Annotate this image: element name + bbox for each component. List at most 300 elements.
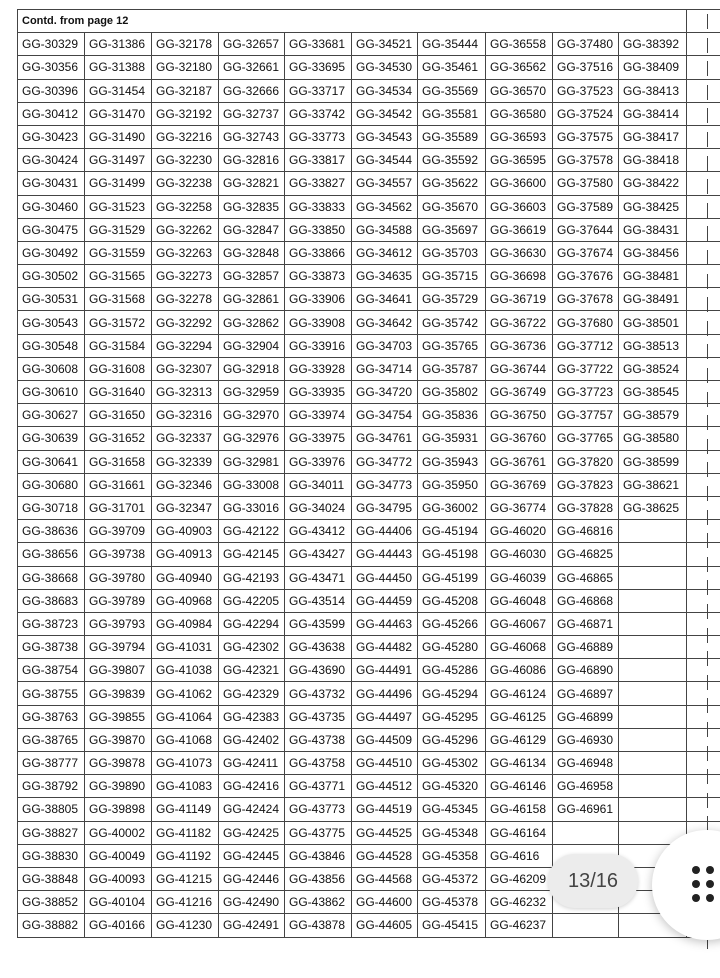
id-cell: GG-36600 [486,172,553,195]
id-cell: GG-43514 [285,589,352,612]
id-cell: GG-32661 [219,56,285,79]
id-cell: GG-38668 [18,566,85,589]
id-cell: GG-37589 [553,195,619,218]
id-cell: GG-34521 [352,33,418,56]
table-row [18,149,720,172]
id-cell: GG-33928 [285,357,352,380]
id-cell: GG-32292 [152,311,219,334]
id-cell: GG-36580 [486,102,553,125]
id-cell: GG-37580 [553,172,619,195]
id-cell: GG-46930 [553,728,619,751]
id-cell: GG-37516 [553,56,619,79]
id-cell: GG-44600 [352,891,418,914]
id-cell: GG-36761 [486,450,553,473]
table-row [18,752,720,775]
id-cell: GG-41215 [152,867,219,890]
id-cell: GG-44406 [352,520,418,543]
edge-tick [707,156,708,171]
id-cell: GG-32821 [219,172,285,195]
id-cell: GG-43732 [285,682,352,705]
id-cell: GG-45198 [418,543,486,566]
id-cell: GG-46134 [486,752,553,775]
id-cell: GG-38792 [18,775,85,798]
table-row [18,496,720,519]
table-row [18,311,720,334]
id-cell: GG-44443 [352,543,418,566]
id-cell [619,752,687,775]
id-cell: GG-31608 [85,357,152,380]
id-cell: GG-33850 [285,218,352,241]
id-cell: GG-31661 [85,473,152,496]
id-cell: GG-42383 [219,705,285,728]
id-cell: GG-37722 [553,357,619,380]
id-cell: GG-36769 [486,473,553,496]
id-cell: GG-35697 [418,218,486,241]
id-cell: GG-44605 [352,914,418,937]
id-cell: GG-38414 [619,102,687,125]
id-cell: GG-38763 [18,705,85,728]
id-cell: GG-43758 [285,752,352,775]
table-row [18,705,720,728]
id-cell: GG-30639 [18,427,85,450]
id-cell: GG-38422 [619,172,687,195]
id-cell: GG-38579 [619,404,687,427]
id-cell: GG-42424 [219,798,285,821]
id-cell: GG-42411 [219,752,285,775]
id-cell: GG-42321 [219,659,285,682]
id-cell: GG-30412 [18,102,85,125]
id-cell: GG-43638 [285,636,352,659]
table-row [18,33,720,56]
table-row [18,473,720,496]
id-cell: GG-43599 [285,612,352,635]
id-cell: GG-38456 [619,241,687,264]
id-cell: GG-32918 [219,357,285,380]
id-cell: GG-45372 [418,867,486,890]
id-cell: GG-46816 [553,520,619,543]
edge-tick [707,415,708,430]
edge-tick [707,392,708,407]
table-row [18,798,720,821]
id-cell: GG-45199 [418,566,486,589]
id-cell: GG-46961 [553,798,619,821]
id-cell: GG-31470 [85,102,152,125]
id-cell: GG-34795 [352,496,418,519]
id-cell: GG-42205 [219,589,285,612]
id-cell: GG-38882 [18,914,85,937]
table-row [18,659,720,682]
id-cell [619,636,687,659]
id-cell: GG-44510 [352,752,418,775]
id-cell: GG-35787 [418,357,486,380]
id-cell: GG-34557 [352,172,418,195]
id-cell: GG-38417 [619,125,687,148]
id-cell: GG-38431 [619,218,687,241]
id-cell: GG-36595 [486,149,553,172]
id-cell: GG-41216 [152,891,219,914]
id-cell: GG-30531 [18,288,85,311]
id-cell: GG-44450 [352,566,418,589]
id-cell: GG-37757 [553,404,619,427]
edge-tick [707,439,708,454]
id-cell: GG-42145 [219,543,285,566]
id-cell: GG-42425 [219,821,285,844]
id-cell: GG-40913 [152,543,219,566]
id-cell: GG-32263 [152,241,219,264]
id-cell: GG-45280 [418,636,486,659]
adjacent-page-edge [705,10,720,970]
id-cell: GG-32737 [219,102,285,125]
id-cell: GG-45345 [418,798,486,821]
id-cell: GG-40002 [85,821,152,844]
id-cell: GG-37523 [553,79,619,102]
id-cell: GG-36603 [486,195,553,218]
id-cell: GG-34772 [352,450,418,473]
id-cell: GG-44463 [352,612,418,635]
id-cell: GG-46871 [553,612,619,635]
id-cell: GG-38621 [619,473,687,496]
id-cell: GG-35742 [418,311,486,334]
id-cell: GG-42294 [219,612,285,635]
id-cell: GG-38625 [619,496,687,519]
id-cell: GG-43427 [285,543,352,566]
id-cell: GG-34612 [352,241,418,264]
id-cell: GG-30329 [18,33,85,56]
id-cell: GG-34543 [352,125,418,148]
id-cell: GG-32230 [152,149,219,172]
table-row [18,288,720,311]
id-cell: GG-32666 [219,79,285,102]
id-cell: GG-40984 [152,612,219,635]
id-cell: GG-32835 [219,195,285,218]
id-cell: GG-32294 [152,334,219,357]
id-cell: GG-33976 [285,450,352,473]
id-cell: GG-32847 [219,218,285,241]
id-cell: GG-46039 [486,566,553,589]
id-cell: GG-30641 [18,450,85,473]
id-cell [619,612,687,635]
id-cell: GG-32339 [152,450,219,473]
id-cell: GG-31652 [85,427,152,450]
id-cell: GG-35765 [418,334,486,357]
id-cell: GG-41230 [152,914,219,937]
id-cell: GG-33975 [285,427,352,450]
id-cell: GG-31640 [85,381,152,404]
id-cell: GG-44528 [352,844,418,867]
id-cell: GG-30396 [18,79,85,102]
id-cell: GG-43775 [285,821,352,844]
id-cell: GG-38852 [18,891,85,914]
id-cell: GG-31650 [85,404,152,427]
id-cell: GG-31388 [85,56,152,79]
id-cell: GG-30627 [18,404,85,427]
id-cell: GG-33908 [285,311,352,334]
id-cell: GG-43856 [285,867,352,890]
id-cell: GG-31572 [85,311,152,334]
id-cell: GG-35622 [418,172,486,195]
id-cell: GG-33935 [285,381,352,404]
table-row [18,218,720,241]
id-cell: GG-46232 [486,891,553,914]
id-cell: GG-34703 [352,334,418,357]
id-cell: GG-36774 [486,496,553,519]
id-cell: GG-44525 [352,821,418,844]
table-row [18,404,720,427]
id-cell: GG-33742 [285,102,352,125]
edge-tick [707,510,708,525]
id-cell: GG-45348 [418,821,486,844]
id-cell: GG-38481 [619,265,687,288]
id-cell: GG-38545 [619,381,687,404]
id-cell: GG-32313 [152,381,219,404]
id-cell: GG-44568 [352,867,418,890]
id-cell: GG-31523 [85,195,152,218]
id-cell: GG-38830 [18,844,85,867]
id-cell: GG-31497 [85,149,152,172]
edge-tick [707,250,708,265]
id-cell: GG-34754 [352,404,418,427]
id-cell: GG-41062 [152,682,219,705]
id-cell: GG-37575 [553,125,619,148]
id-cell: GG-35931 [418,427,486,450]
id-cell: GG-42491 [219,914,285,937]
id-cell: GG-39890 [85,775,152,798]
edge-tick [707,179,708,194]
id-cell: GG-39738 [85,543,152,566]
id-cell: GG-35581 [418,102,486,125]
id-cell: GG-46948 [553,752,619,775]
id-cell: GG-33827 [285,172,352,195]
edge-tick [707,722,708,737]
id-cell: GG-38418 [619,149,687,172]
edge-tick [707,321,708,336]
id-cell: GG-32238 [152,172,219,195]
id-cell: GG-37765 [553,427,619,450]
id-cell: GG-39789 [85,589,152,612]
id-cell: GG-37723 [553,381,619,404]
id-cell: GG-32981 [219,450,285,473]
id-cell: GG-34773 [352,473,418,496]
id-cell: GG-40903 [152,520,219,543]
id-cell: GG-37676 [553,265,619,288]
edge-tick [707,793,708,808]
id-cell: GG-37828 [553,496,619,519]
id-cell: GG-39794 [85,636,152,659]
id-cell: GG-32857 [219,265,285,288]
id-cell: GG-36002 [418,496,486,519]
table-row [18,102,720,125]
edge-tick [707,85,708,100]
id-cell: GG-35950 [418,473,486,496]
edge-tick [707,698,708,713]
id-cell: GG-46030 [486,543,553,566]
id-cell: GG-41149 [152,798,219,821]
id-cell: GG-41182 [152,821,219,844]
id-cell: GG-38656 [18,543,85,566]
id-cell: GG-46048 [486,589,553,612]
table-row [18,728,720,751]
id-cell: GG-46124 [486,682,553,705]
id-cell: GG-45194 [418,520,486,543]
id-cell: GG-33773 [285,125,352,148]
id-cell: GG-46237 [486,914,553,937]
table-row [18,241,720,264]
id-cell: GG-38827 [18,821,85,844]
table-row [18,520,720,543]
id-cell: GG-31499 [85,172,152,195]
id-cell: GG-38392 [619,33,687,56]
id-cell: GG-36698 [486,265,553,288]
id-cell: GG-30610 [18,381,85,404]
id-cell: GG-38738 [18,636,85,659]
id-cell [619,728,687,751]
id-cell: GG-4616 [486,844,553,867]
id-cell: GG-38491 [619,288,687,311]
id-cell: GG-32904 [219,334,285,357]
edge-tick [707,604,708,619]
id-cell: GG-31454 [85,79,152,102]
id-cell: GG-43471 [285,566,352,589]
table-row [18,334,720,357]
id-cell: GG-39807 [85,659,152,682]
id-cell: GG-32307 [152,357,219,380]
id-cell: GG-40968 [152,589,219,612]
id-cell: GG-40049 [85,844,152,867]
id-cell: GG-34714 [352,357,418,380]
id-cell: GG-32262 [152,218,219,241]
table-row [18,636,720,659]
id-cell: GG-30718 [18,496,85,519]
id-cell: GG-46086 [486,659,553,682]
table-row [18,566,720,589]
id-cell: GG-43412 [285,520,352,543]
id-cell: GG-42445 [219,844,285,867]
id-cell: GG-30460 [18,195,85,218]
id-cell: GG-31584 [85,334,152,357]
edge-tick [707,203,708,218]
id-cell: GG-32848 [219,241,285,264]
edge-tick [707,769,708,784]
id-cell: GG-30475 [18,218,85,241]
id-cell: GG-37480 [553,33,619,56]
id-cell: GG-43862 [285,891,352,914]
id-cell: GG-38580 [619,427,687,450]
id-cell: GG-39793 [85,612,152,635]
id-cell: GG-41192 [152,844,219,867]
table-row [18,914,720,937]
id-cell: GG-32192 [152,102,219,125]
id-cell [619,520,687,543]
edge-tick [707,746,708,761]
table-row [18,195,720,218]
id-cell: GG-36719 [486,288,553,311]
id-cell: GG-37674 [553,241,619,264]
table-row [18,612,720,635]
id-cell: GG-42193 [219,566,285,589]
id-cell: GG-38636 [18,520,85,543]
id-cell: GG-38755 [18,682,85,705]
id-cell [619,589,687,612]
id-cell: GG-44482 [352,636,418,659]
id-cell: GG-32816 [219,149,285,172]
id-cell: GG-35715 [418,265,486,288]
table-row [18,172,720,195]
id-cell: GG-45208 [418,589,486,612]
id-cell: GG-32216 [152,125,219,148]
id-cell: GG-33873 [285,265,352,288]
id-cell: GG-30431 [18,172,85,195]
id-cell [619,798,687,821]
id-cell: GG-32861 [219,288,285,311]
id-cell: GG-33681 [285,33,352,56]
id-cell: GG-38723 [18,612,85,635]
id-cell: GG-32743 [219,125,285,148]
id-cell: GG-35670 [418,195,486,218]
id-cell: GG-31490 [85,125,152,148]
table-row [18,265,720,288]
id-cell: GG-32970 [219,404,285,427]
id-cell: GG-36736 [486,334,553,357]
table-row [18,682,720,705]
id-cell: GG-45294 [418,682,486,705]
id-cell: GG-32316 [152,404,219,427]
id-cell: GG-35569 [418,79,486,102]
id-cell: GG-34530 [352,56,418,79]
id-cell [619,705,687,728]
id-cell: GG-44497 [352,705,418,728]
id-cell [619,682,687,705]
id-cell: GG-36749 [486,381,553,404]
id-cell: GG-34635 [352,265,418,288]
page-indicator-label: 13/16 [567,869,619,892]
edge-tick [707,108,708,123]
id-cell [553,821,619,844]
id-cell: GG-34562 [352,195,418,218]
id-cell: GG-37524 [553,102,619,125]
id-cell: GG-34588 [352,218,418,241]
id-cell: GG-34642 [352,311,418,334]
edge-tick [707,61,708,76]
id-cell: GG-36619 [486,218,553,241]
id-cell [619,566,687,589]
id-cell: GG-31568 [85,288,152,311]
id-cell: GG-32258 [152,195,219,218]
id-cell [619,775,687,798]
id-cell: GG-31529 [85,218,152,241]
id-cell: GG-32273 [152,265,219,288]
id-cell: GG-46164 [486,821,553,844]
id-cell: GG-32959 [219,381,285,404]
table-row [18,56,720,79]
id-cell: GG-46209 [486,867,553,890]
id-cell: GG-32278 [152,288,219,311]
id-cell: GG-31701 [85,496,152,519]
table-row [18,79,720,102]
id-cell [619,543,687,566]
id-cell: GG-38805 [18,798,85,821]
id-cell: GG-35836 [418,404,486,427]
id-cell: GG-45358 [418,844,486,867]
id-cell: GG-40093 [85,867,152,890]
id-cell: GG-44519 [352,798,418,821]
id-cell: GG-38848 [18,867,85,890]
edge-tick [707,580,708,595]
id-cell: GG-45295 [418,705,486,728]
id-cell: GG-36630 [486,241,553,264]
id-cell: GG-44491 [352,659,418,682]
edge-tick [707,486,708,501]
id-cell: GG-31559 [85,241,152,264]
